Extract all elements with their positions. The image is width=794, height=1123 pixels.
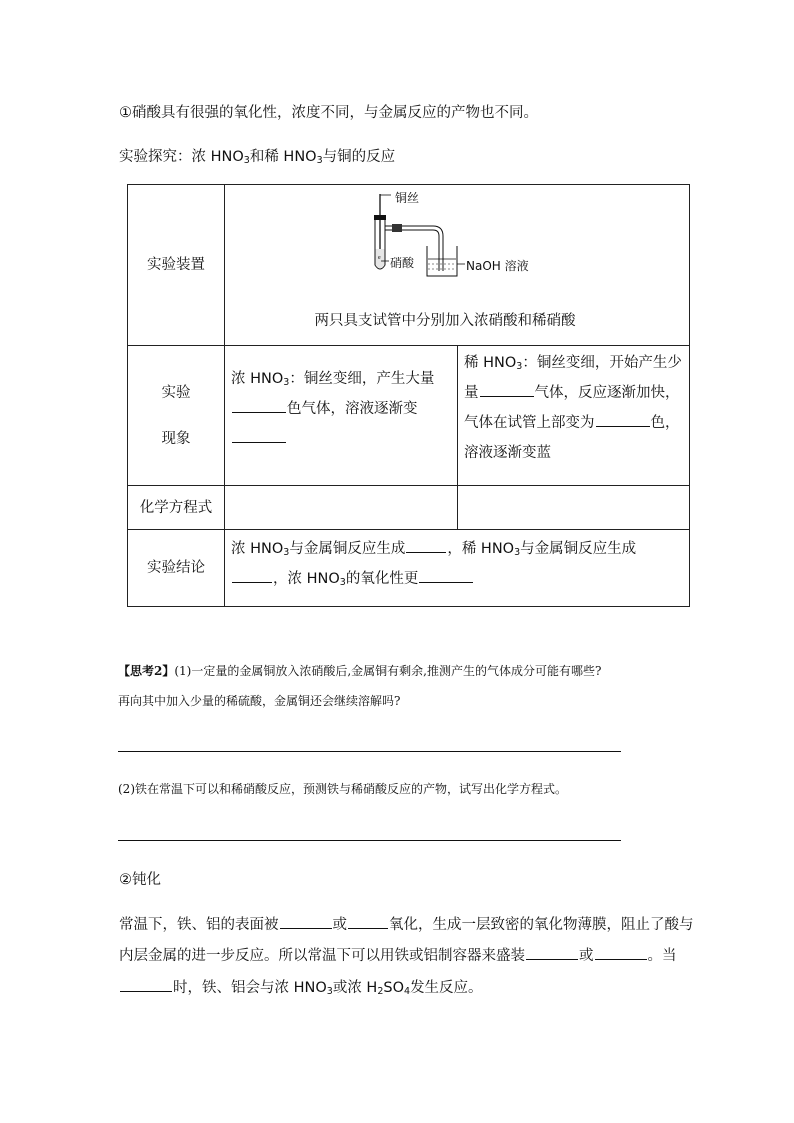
think-tag: 【思考2】 [118,664,175,678]
dil-phenomenon-cell: 稀 $HNO_3$：铜丝变细，开始产生少 量 气体，反应逐渐加快， 气体在试管上部变为 色， 溶液逐渐变蓝 [458,346,690,486]
passivation-line3: 时，铁、铝会与浓 $HNO_3$或浓 $H_2SO_4$发生反应。 [119,976,483,998]
label-equation: 化学方程式 [128,486,225,530]
label-conclusion: 实验结论 [128,530,225,607]
think-q1-line1: 【思考2】(1)一定量的金属铜放入浓硝酸后,金属铜有剩余,推测产生的气体成分可能有哪些? [118,664,602,678]
dil-equation-cell [458,486,690,530]
apparatus-caption: 两只具支试管中分别加入浓硝酸和稀硝酸 [314,313,576,329]
passivation-line2: 内层金属的进一步反应。所以常温下可以用铁或铝制容器来盛装 或 。当 [119,944,677,966]
label-apparatus: 实验装置 [128,185,225,346]
table-row-equation [128,486,690,530]
table-row-conclusion [128,530,690,607]
table-row-phenomenon [128,346,690,486]
label-nitric-acid: 硝酸 [390,256,415,270]
svg-text:e: e [378,255,381,261]
experiment-title: 实验探究：浓 $HNO_3$和稀 $HNO_3$与铜的反应 [119,149,396,166]
label-phenomenon: 实验 现象 [128,346,225,486]
table-row-apparatus [128,185,690,346]
conc-equation-cell [225,486,458,530]
think-q1-line2: 再向其中加入少量的稀硫酸，金属铜还会继续溶解吗? [118,694,401,708]
think-q2: (2)铁在常温下可以和稀硝酸反应，预测铁与稀硝酸反应的产物，试写出化学方程式。 [118,782,568,796]
passivation-line1: 常温下，铁、铝的表面被 或 氧化，生成一层致密的氧化物薄膜，阻止了酸与 [119,913,694,935]
experiment-table [127,184,690,607]
conc-phenomenon-cell: 浓 $HNO_3$：铜丝变细，产生大量 色气体，溶液逐渐变 [225,346,458,486]
answer-line-1[interactable] [118,751,621,752]
label-copper-wire: 铜丝 [395,191,420,205]
passivation-title: ②钝化 [119,872,161,888]
apparatus-cell [225,185,690,346]
answer-line-2[interactable] [118,840,621,841]
conclusion-cell: 浓 $HNO_3$与金属铜反应生成 ，稀 $HNO_3$与金属铜反应生成 ，浓 $HNO_3$的氧化性更 [225,530,690,607]
intro-line: ①硝酸具有很强的氧化性，浓度不同，与金属反应的产物也不同。 [119,105,538,121]
label-naoh: NaOH 溶液 [466,259,529,273]
